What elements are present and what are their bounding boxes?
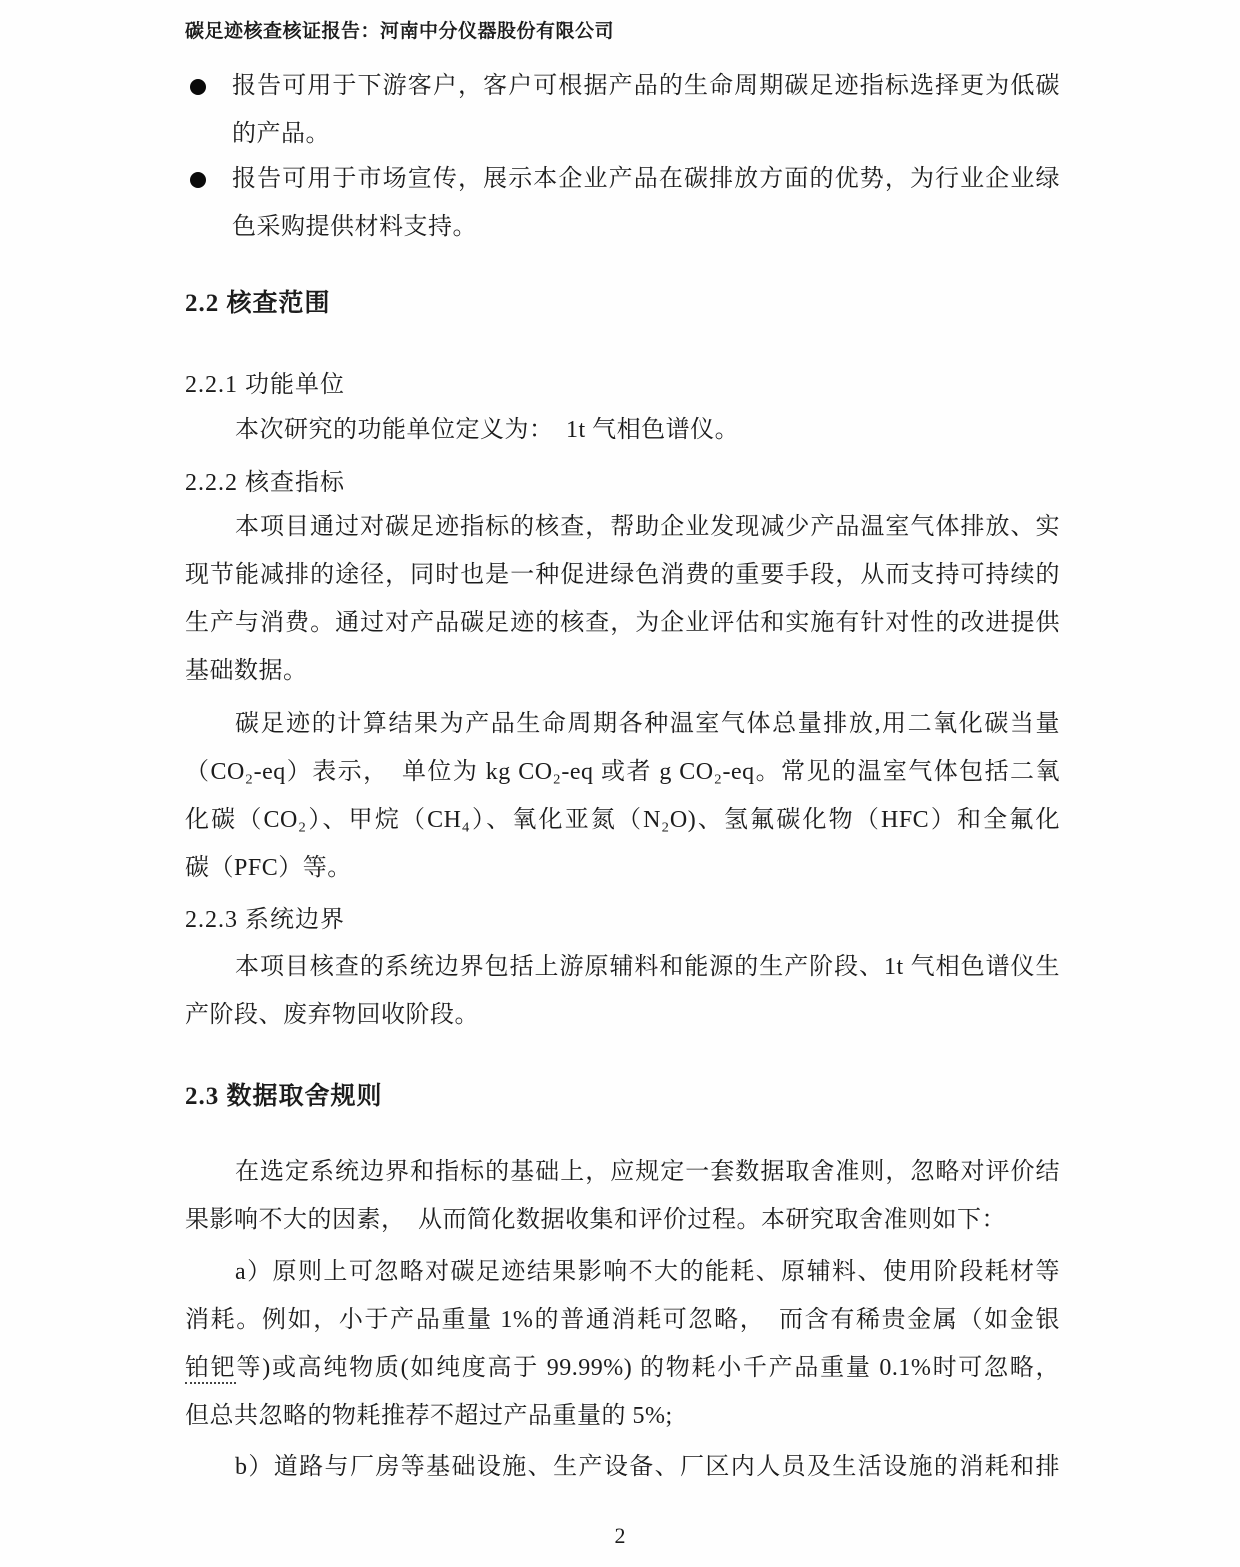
text-line: a）原则上可忽略对碳足迹结果影响不大的能耗、原辅料、使用阶段耗材等: [235, 1259, 1060, 1285]
text-line: 本项目核查的系统边界包括上游原辅料和能源的生产阶段、1t 气相色谱仪生: [235, 954, 1060, 980]
text-line: 在选定系统边界和指标的基础上，应规定一套数据取舍准则，忽略对评价结: [235, 1159, 1060, 1185]
paragraph-system-boundary: [185, 943, 1060, 1039]
text-line: （CO₂-eq）表示， 单位为 kg CO₂-eq 或者 g CO₂-eq。常见的温室气体包括二氧: [185, 759, 1060, 785]
bullet-item-downstream-customers: [190, 62, 1060, 158]
text-line: 碳足迹的计算结果为产品生命周期各种温室气体总量排放,用二氧化碳当量: [235, 711, 1060, 737]
section-title-2-2-2: 2.2.2 核查指标: [185, 470, 345, 496]
text-line: 果影响不大的因素， 从而简化数据收集和评价过程。本研究取舍准则如下：: [185, 1207, 1006, 1233]
paragraph-rule-b: [185, 1443, 1060, 1491]
section-title-2-2-1: 2.2.1 功能单位: [185, 372, 345, 398]
underlined-term: 铂钯: [185, 1355, 236, 1384]
text-line: b）道路与厂房等基础设施、生产设备、厂区内人员及生活设施的消耗和排: [235, 1454, 1060, 1480]
text-line: 现节能减排的途径，同时也是一种促进绿色消费的重要手段，从而支持可持续的: [185, 562, 1060, 588]
page-number: 2: [614, 1523, 626, 1548]
text-line: 报告可用于市场宣传，展示本企业产品在碳排放方面的优势，为行业企业绿: [232, 166, 1060, 192]
paragraph-indicator-2: [185, 700, 1060, 892]
paragraph-rule-a: [185, 1248, 1060, 1440]
bullet-icon: [190, 172, 206, 188]
text-line: 本次研究的功能单位定义为： 1t 气相色谱仪。: [235, 417, 740, 443]
section-title-2-3: 2.3 数据取舍规则: [185, 1083, 383, 1110]
bullet-icon: [190, 79, 206, 95]
text-segment: 等)或高纯物质(如纯度高于 99.99%) 的物耗小千产品重量 0.1%时可忽略，: [236, 1355, 1061, 1381]
text-line: 碳（PFC）等。: [185, 855, 352, 881]
text-line: 基础数据。: [185, 658, 308, 684]
text-line: [185, 1344, 1060, 1392]
paragraph-functional-unit: [185, 406, 1060, 454]
document-header: 碳足迹核查核证报告：河南中分仪器股份有限公司: [185, 21, 615, 42]
text-line: 化碳（CO₂）、甲烷（CH₄）、氧化亚氮（N₂O)、氢氟碳化物（HFC）和全氟化: [185, 807, 1060, 833]
text-line: 生产与消费。通过对产品碳足迹的核查，为企业评估和实施有针对性的改进提供: [185, 610, 1060, 636]
section-title-2-2: 2.2 核查范围: [185, 290, 331, 317]
text-line: 报告可用于下游客户，客户可根据产品的生命周期碳足迹指标选择更为低碳: [232, 73, 1060, 99]
paragraph-indicator-1: [185, 503, 1060, 695]
section-title-2-2-3: 2.2.3 系统边界: [185, 907, 345, 933]
text-line: 本项目通过对碳足迹指标的核查，帮助企业发现减少产品温室气体排放、实: [235, 514, 1060, 540]
bullet-item-marketing: [190, 155, 1060, 251]
paragraph-cutoff-intro: [185, 1148, 1060, 1244]
text-line: 色采购提供材料支持。: [232, 214, 477, 240]
text-line: 但总共忽略的物耗推荐不超过产品重量的 5%;: [185, 1403, 673, 1429]
text-line: 消耗。例如，小于产品重量 1%的普通消耗可忽略， 而含有稀贵金属（如金银: [185, 1307, 1060, 1333]
text-line: 的产品。: [232, 121, 330, 147]
text-line: 产阶段、废弃物回收阶段。: [185, 1002, 479, 1028]
